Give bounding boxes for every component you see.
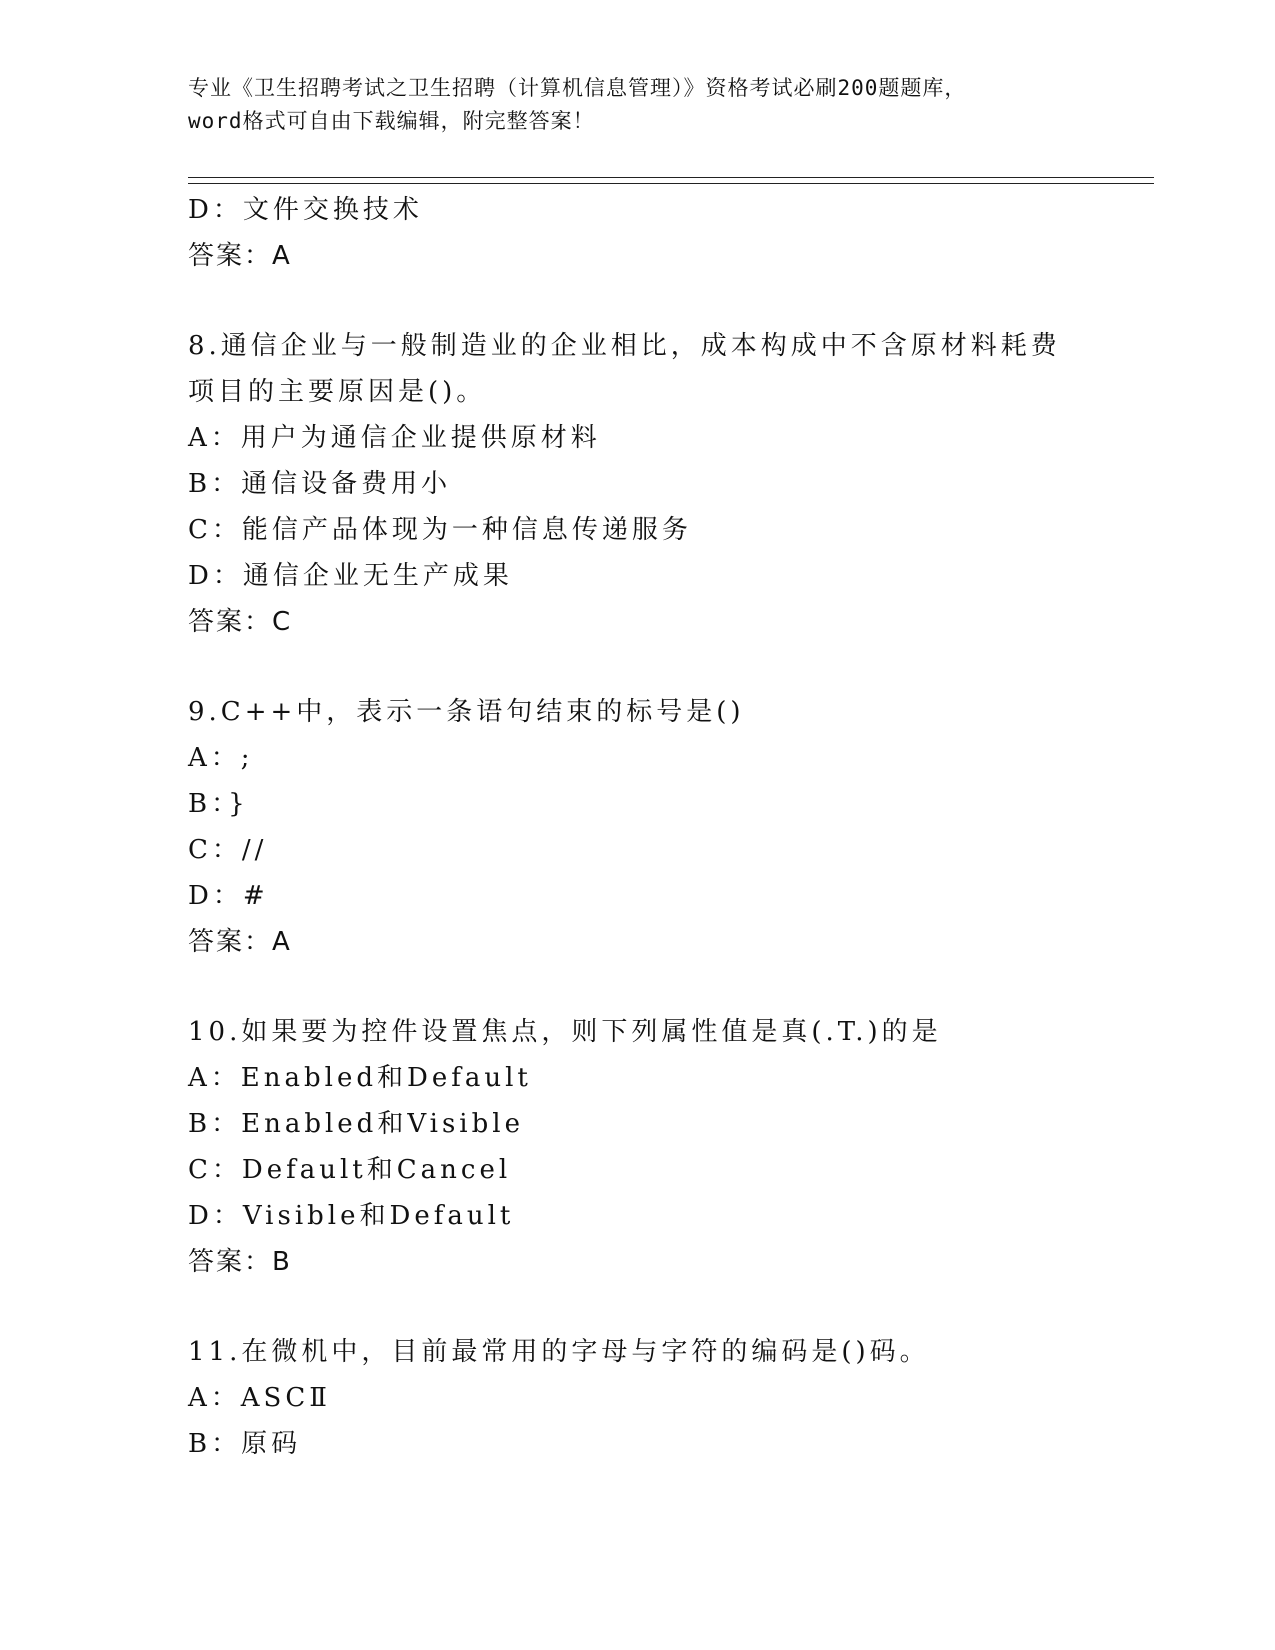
header-divider-bottom <box>188 183 1154 184</box>
header-divider-top <box>188 177 1154 178</box>
option-b: B：Enabled和Visible <box>188 1109 524 1139</box>
question-text: 11.在微机中，目前最常用的字母与字符的编码是()码。 <box>188 1337 930 1367</box>
question-block-10 <box>188 1009 1088 1285</box>
option-d: D：通信企业无生产成果 <box>188 561 513 591</box>
option-b: B：原码 <box>188 1429 302 1459</box>
option-d: D：# <box>188 881 269 911</box>
question-block-11 <box>188 1329 1088 1467</box>
option-d: D：文件交换技术 <box>188 195 423 225</box>
answer-line: 答案：A <box>188 241 292 271</box>
option-b: B：通信设备费用小 <box>188 469 452 499</box>
option-a: A：用户为通信企业提供原材料 <box>188 423 601 453</box>
question-text: 8.通信企业与一般制造业的企业相比，成本构成中不含原材料耗费项目的主要原因是()。 <box>188 331 1061 407</box>
option-c: C：能信产品体现为一种信息传递服务 <box>188 515 692 545</box>
question-block-prev <box>188 187 1088 279</box>
question-block-9 <box>188 689 1088 965</box>
option-a: A：Enabled和Default <box>188 1063 532 1093</box>
question-text: 9.C++中，表示一条语句结束的标号是() <box>188 697 745 727</box>
option-a: A：; <box>188 743 254 773</box>
header-title-line-1: 专业《卫生招聘考试之卫生招聘（计算机信息管理）》资格考试必刷200题题库， <box>188 76 967 100</box>
question-block-8 <box>188 323 1088 645</box>
answer-line: 答案：B <box>188 1247 292 1277</box>
document-body <box>188 187 1088 1467</box>
answer-line: 答案：C <box>188 607 293 637</box>
option-c: C：// <box>188 835 268 865</box>
option-c: C：Default和Cancel <box>188 1155 512 1185</box>
answer-line: 答案：A <box>188 927 292 957</box>
option-d: D：Visible和Default <box>188 1201 515 1231</box>
header-title-line-2: word格式可自由下载编辑，附完整答案！ <box>188 109 595 133</box>
question-text: 10.如果要为控件设置焦点，则下列属性值是真(.T.)的是 <box>188 1017 942 1047</box>
document-header <box>188 72 1088 138</box>
option-b: B：} <box>188 789 249 819</box>
option-a: A：ASCⅡ <box>188 1383 331 1413</box>
